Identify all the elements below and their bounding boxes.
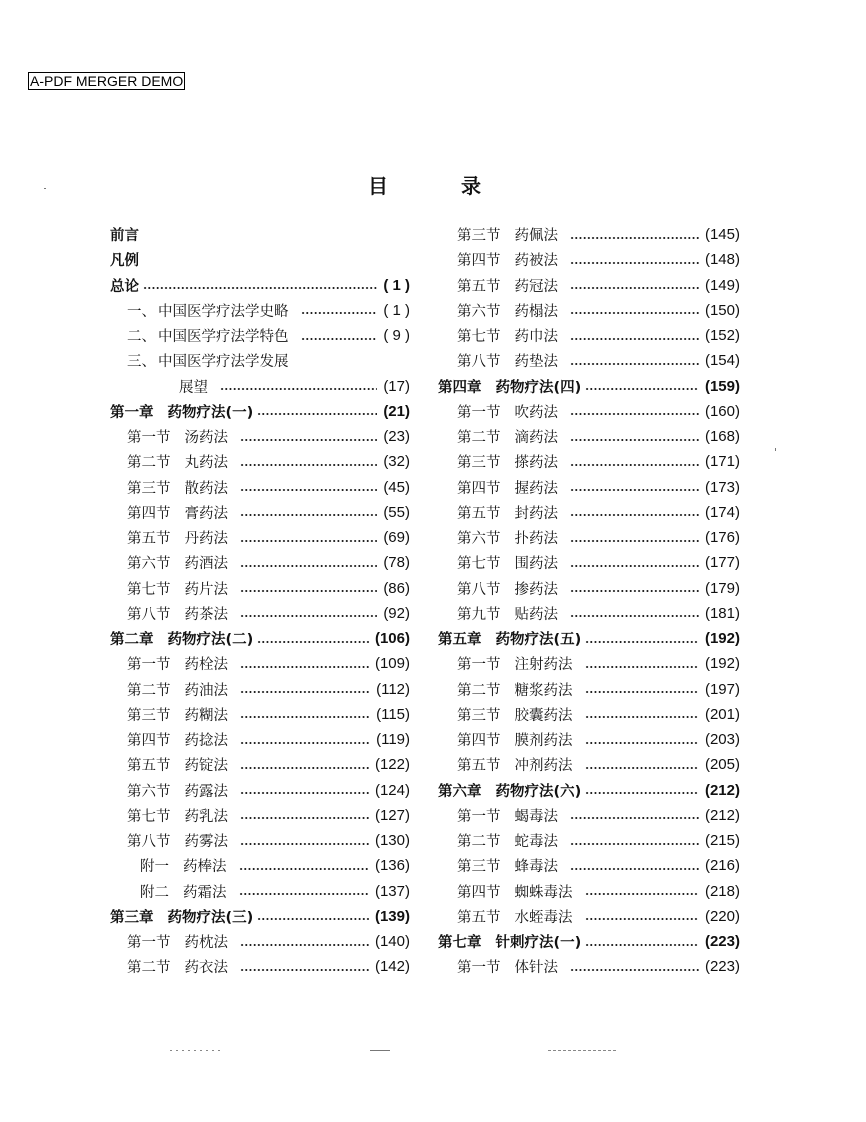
entry-number: 第五节 [127,531,171,548]
toc-entry [438,651,740,676]
entry-number: 第七节 [127,581,171,598]
entry-page-number: (32) [383,453,410,471]
toc-entry [110,449,410,474]
dot-leader [570,438,699,442]
entry-title: 蝎毒法 [514,808,558,825]
entry-page-number: (17) [383,377,410,395]
entry-page-number: (220) [704,907,740,925]
dot-leader [239,867,369,871]
toc-chapter-entry [110,904,410,929]
dot-leader [240,690,370,694]
entry-page-number: (21) [383,402,410,420]
dot-leader [301,337,378,341]
dot-leader [585,387,699,391]
entry-page-number: (205) [704,756,740,774]
entry-page-number: (124) [374,781,410,799]
entry-number: 第三节 [457,228,501,245]
entry-title: 凡例 [110,253,139,270]
entry-page-number: (160) [704,402,740,420]
entry-number: 第二节 [127,960,171,977]
entry-number: 第三节 [127,480,171,497]
toc-entry [110,853,410,878]
toc-entry [110,828,410,853]
entry-page-number: (212) [704,781,740,799]
entry-number: 第五节 [127,758,171,775]
dot-leader [570,236,699,240]
entry-number: 附一 [140,859,169,876]
dot-leader [239,892,369,896]
entry-page-number: (192) [704,630,740,648]
toc-entry [110,222,410,247]
toc-entry [110,424,410,449]
toc-entry [438,500,740,525]
entry-page-number: (23) [383,428,410,446]
dot-leader [240,968,369,972]
entry-number: 第五节 [457,909,501,926]
dot-leader [143,286,377,290]
entry-number: 第一节 [457,808,501,825]
entry-page-number: (55) [383,503,410,521]
entry-title: 药物疗法(六) [495,783,582,800]
dot-leader [570,513,699,517]
entry-number: 第六节 [457,303,501,320]
dot-leader [570,463,699,467]
entry-number: 第四节 [127,505,171,522]
dot-leader [585,892,699,896]
toc-entry [438,273,740,298]
entry-number: 第六节 [457,531,501,548]
entry-number: 第二节 [457,682,501,699]
dot-leader [240,943,369,947]
entry-title: 注射药法 [514,657,573,674]
entry-number: 第二节 [457,430,501,447]
entry-page-number: (168) [704,428,740,446]
entry-number: 第七节 [457,329,501,346]
entry-title: 糖浆药法 [514,682,573,699]
entry-title: 药棒法 [183,859,227,876]
entry-page-number: (223) [704,958,740,976]
entry-title: 药糊法 [184,707,228,724]
entry-page-number: (150) [704,301,740,319]
entry-number: 第一节 [127,657,171,674]
toc-entry [110,374,410,399]
entry-title: 膏药法 [184,505,228,522]
dot-leader [240,816,369,820]
entry-number: 第四节 [457,884,501,901]
entry-number: 第七节 [457,556,501,573]
toc-chapter-entry [110,399,410,424]
entry-number: 第一章 [110,404,154,421]
entry-number: 第六节 [127,556,171,573]
toc-entry [110,298,410,323]
toc-entry [438,323,740,348]
entry-number: 第六节 [127,783,171,800]
toc-entry [438,752,740,777]
toc-entry [110,803,410,828]
entry-title: 药霜法 [183,884,227,901]
entry-title: 散药法 [184,480,228,497]
toc-entry [438,348,740,373]
entry-page-number: (119) [376,731,410,749]
dot-leader [257,640,369,644]
dot-leader [570,286,699,290]
dot-leader [570,362,699,366]
entry-page-number: (140) [374,933,410,951]
entry-number: 第八节 [127,834,171,851]
toc-entry [110,525,410,550]
entry-page-number: (159) [704,377,740,395]
entry-page-number: (176) [704,529,740,547]
entry-page-number: (45) [383,478,410,496]
entry-page-number: (154) [704,352,740,370]
entry-title: 药物疗法(五) [495,632,582,649]
entry-number: 第四节 [457,733,501,750]
entry-page-number: (174) [704,503,740,521]
entry-title: 封药法 [514,505,558,522]
dot-leader [570,614,699,618]
toc-entry [438,904,740,929]
entry-page-number: (149) [704,276,740,294]
entry-number: 第三章 [110,909,154,926]
entry-title: 胶囊药法 [514,707,573,724]
toc-entry [438,222,740,247]
entry-title: 前言 [110,228,139,245]
dot-leader [240,741,370,745]
entry-title: 药雾法 [184,834,228,851]
entry-title: 药油法 [184,682,228,699]
entry-title: 丸药法 [184,455,228,472]
entry-page-number: (137) [374,882,410,900]
dot-leader [585,741,699,745]
watermark-label: A-PDF MERGER DEMO [30,73,184,89]
entry-title: 药茶法 [184,606,228,623]
entry-page-number: (215) [704,832,740,850]
entry-number: 第八节 [457,581,501,598]
entry-title: 总论 [110,278,139,295]
dot-leader [570,968,699,972]
entry-page-number: (142) [374,958,410,976]
toc-entry [110,550,410,575]
toc-entry [438,247,740,272]
entry-title: 药物疗法(二) [167,632,254,649]
entry-title: 展望 [179,379,208,396]
toc-entry [110,348,410,373]
toc-chapter-entry [110,273,410,298]
entry-title: 药露法 [184,783,228,800]
entry-page-number: (145) [704,226,740,244]
toc-entry [438,576,740,601]
entry-title: 药衣法 [184,960,228,977]
entry-page-number: (171) [704,453,740,471]
dot-leader [570,867,699,871]
entry-title: 围药法 [514,556,558,573]
dot-leader [585,640,699,644]
entry-title: 冲剂药法 [514,758,573,775]
entry-title: 丹药法 [184,531,228,548]
entry-title: 药捻法 [184,733,228,750]
entry-number: 第一节 [457,657,501,674]
entry-title: 药物疗法(一) [167,404,254,421]
entry-page-number: (115) [376,705,410,723]
entry-title: 药枕法 [184,935,228,952]
toc-entry [438,803,740,828]
toc-entry [438,601,740,626]
dot-leader [570,261,699,265]
title-char-1: 目 [368,174,388,198]
dot-leader [585,943,699,947]
entry-number: 附二 [140,884,169,901]
dot-leader [585,690,699,694]
dot-leader [240,589,377,593]
entry-page-number: (216) [704,857,740,875]
entry-title: 药榻法 [514,303,558,320]
toc-entry [438,550,740,575]
entry-title: 扑药法 [514,531,558,548]
entry-page-number: (86) [383,579,410,597]
entry-page-number: (92) [383,604,410,622]
entry-page-number: (136) [374,857,410,875]
entry-number: 第二节 [127,682,171,699]
toc-entry [438,475,740,500]
entry-page-number: (148) [704,251,740,269]
entry-page-number: (69) [383,529,410,547]
toc-entry [438,828,740,853]
entry-page-number: (173) [704,478,740,496]
entry-number: 第九节 [457,606,501,623]
toc-entry [438,677,740,702]
dot-leader [570,539,699,543]
entry-page-number: (109) [374,655,410,673]
dot-leader [570,337,699,341]
entry-title: 体针法 [514,960,558,977]
toc-entry [110,929,410,954]
entry-page-number: (212) [704,806,740,824]
entry-title: 贴药法 [514,606,558,623]
toc-chapter-entry [438,374,740,399]
entry-title: 药被法 [514,253,558,270]
dot-leader [570,816,699,820]
entry-page-number: (203) [704,731,740,749]
entry-title: 中国医学疗法学发展 [158,354,289,371]
entry-number: 第七章 [438,935,482,952]
toc-entry [438,449,740,474]
dot-leader [240,665,369,669]
entry-title: 膜剂药法 [514,733,573,750]
dot-leader [240,766,369,770]
entry-title: 药佩法 [514,228,558,245]
entry-title: 药锭法 [184,758,228,775]
dot-leader [240,842,369,846]
dot-leader [570,842,699,846]
dot-leader [585,917,699,921]
toc-entry [110,601,410,626]
title-char-2: 录 [461,174,481,198]
entry-number: 第五节 [457,505,501,522]
toc-entry [110,702,410,727]
dot-leader [240,488,377,492]
dot-leader [240,539,377,543]
toc-entry [438,727,740,752]
dot-leader [257,412,377,416]
entry-number: 第四节 [127,733,171,750]
dot-leader [570,589,699,593]
toc-left-column [110,222,410,980]
toc-entry [110,752,410,777]
entry-title: 搽药法 [514,455,558,472]
dot-leader [240,564,377,568]
entry-title: 药栓法 [184,657,228,674]
dot-leader [570,488,699,492]
dot-leader [585,791,699,795]
entry-number: 第一节 [127,935,171,952]
entry-number: 一、 [127,303,156,320]
entry-number: 第二节 [127,455,171,472]
entry-number: 第四节 [457,480,501,497]
dot-leader [240,513,377,517]
entry-number: 第二节 [457,834,501,851]
entry-title: 蜘蛛毒法 [514,884,573,901]
entry-number: 二、 [127,329,156,346]
entry-number: 第五章 [438,632,482,649]
entry-page-number: (122) [374,756,410,774]
entry-page-number: (127) [374,806,410,824]
entry-page-number: (179) [704,579,740,597]
toc-chapter-entry [438,626,740,651]
entry-number: 第三节 [127,707,171,724]
entry-page-number: (152) [704,327,740,345]
dot-leader [220,387,377,391]
entry-page-number: (223) [704,933,740,951]
toc-entry [438,525,740,550]
toc-entry [438,879,740,904]
entry-page-number: (78) [383,554,410,572]
entry-page-number: (112) [376,680,410,698]
entry-page-number: ( 9 ) [383,327,410,345]
entry-title: 中国医学疗法学史略 [158,303,289,320]
entry-number: 第二章 [110,632,154,649]
dot-leader [585,766,699,770]
entry-title: 中国医学疗法学特色 [158,329,289,346]
dot-leader [240,715,370,719]
entry-title: 药乳法 [184,808,228,825]
entry-page-number: (106) [374,630,410,648]
entry-title: 蛇毒法 [514,834,558,851]
entry-title: 吹药法 [514,404,558,421]
entry-number: 第一节 [457,960,501,977]
entry-number: 第六章 [438,783,482,800]
toc-entry [110,323,410,348]
entry-number: 第八节 [457,354,501,371]
dot-leader [585,665,699,669]
entry-title: 药物疗法(四) [495,379,582,396]
entry-title: 药物疗法(三) [167,909,254,926]
toc-chapter-entry [438,778,740,803]
entry-title: 药巾法 [514,329,558,346]
entry-page-number: (201) [704,705,740,723]
dot-leader [301,311,378,315]
toc-entry [438,424,740,449]
entry-number: 第三节 [457,859,501,876]
dot-leader [257,917,369,921]
entry-number: 第四章 [438,379,482,396]
entry-page-number: ( 1 ) [383,301,410,319]
toc-entry [110,475,410,500]
toc-entry [438,853,740,878]
entry-number: 第三节 [457,455,501,472]
dot-leader [570,564,699,568]
entry-title: 水蛭毒法 [514,909,573,926]
dot-leader [570,412,699,416]
dot-leader [240,791,369,795]
entry-page-number: (177) [704,554,740,572]
entry-number: 第八节 [127,606,171,623]
entry-page-number: (130) [374,832,410,850]
entry-number: 第四节 [457,253,501,270]
toc-entry [110,727,410,752]
entry-number: 第五节 [457,278,501,295]
entry-page-number: (192) [704,655,740,673]
entry-title: 掺药法 [514,581,558,598]
entry-title: 药片法 [184,581,228,598]
toc-entry [110,879,410,904]
entry-title: 滴药法 [514,430,558,447]
toc-entry [110,954,410,979]
toc-entry [110,247,410,272]
toc-entry [110,651,410,676]
dot-leader [570,311,699,315]
dot-leader [585,715,699,719]
entry-number: 第七节 [127,808,171,825]
entry-number: 第五节 [457,758,501,775]
toc-entry [110,500,410,525]
entry-number: 三、 [127,354,156,371]
entry-number: 第三节 [457,707,501,724]
entry-title: 药垫法 [514,354,558,371]
toc-entry [438,702,740,727]
entry-page-number: (139) [374,907,410,925]
toc-chapter-entry [438,929,740,954]
page-title [0,170,866,200]
entry-title: 握药法 [514,480,558,497]
toc-entry [110,576,410,601]
entry-page-number: (218) [704,882,740,900]
entry-title: 药冠法 [514,278,558,295]
toc-right-column [438,222,740,980]
toc-entry [110,677,410,702]
dot-leader [240,438,377,442]
dot-leader [240,614,377,618]
toc-chapter-entry [110,626,410,651]
entry-number: 第一节 [127,430,171,447]
entry-title: 药酒法 [184,556,228,573]
entry-page-number: (181) [704,604,740,622]
dot-leader [240,463,377,467]
entry-title: 蜂毒法 [514,859,558,876]
entry-title: 汤药法 [184,430,228,447]
entry-title: 针刺疗法(一) [495,935,582,952]
entry-number: 第一节 [457,404,501,421]
entry-page-number: (197) [704,680,740,698]
toc-entry [110,778,410,803]
toc-entry [438,954,740,979]
toc-entry [438,298,740,323]
entry-page-number: ( 1 ) [383,276,410,294]
toc-entry [438,399,740,424]
